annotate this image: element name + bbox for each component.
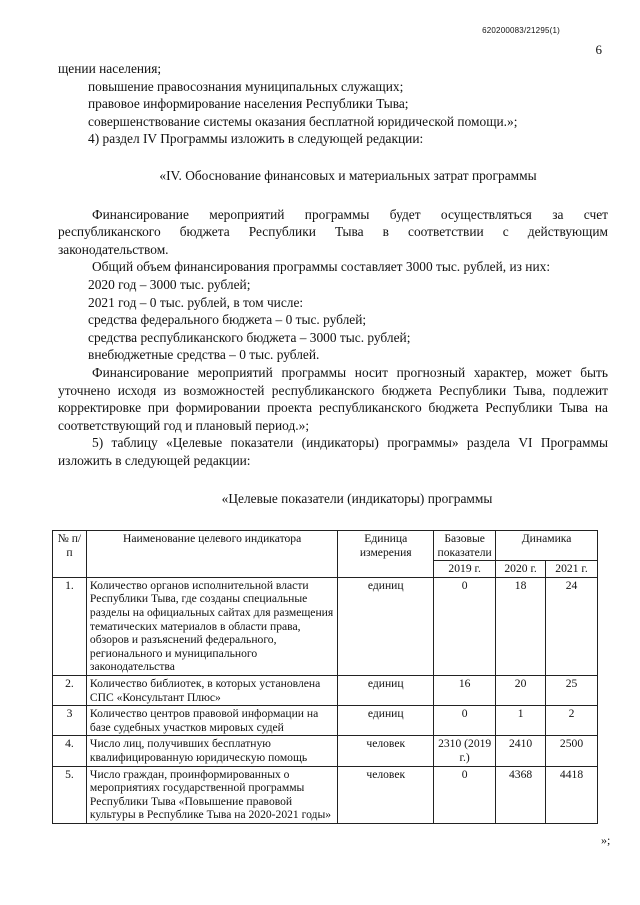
budget-line: 2020 год – 3000 тыс. рублей; (88, 276, 251, 292)
row-2020: 1 (496, 706, 546, 736)
table-row (53, 736, 598, 766)
header-name: Наименование целевого индикатора (86, 531, 337, 578)
header-year-2021: 2021 г. (546, 561, 598, 578)
budget-line: внебюджетные средства – 0 тыс. рублей. (88, 347, 320, 363)
header-year-2020: 2020 г. (496, 561, 546, 578)
row-num: 4. (53, 736, 87, 766)
row-num: 2. (53, 675, 87, 705)
row-2020: 2410 (496, 736, 546, 766)
budget-line: средства федерального бюджета – 0 тыс. рублей; (88, 312, 367, 328)
text-line: совершенствование системы оказания бесплатной юридической помощи.»; (88, 113, 518, 129)
total-paragraph: Общий объем финансирования программы составляет 3000 тыс. рублей, из них: (92, 259, 551, 275)
closing-quote-mark: »; (601, 833, 611, 847)
table-row (53, 766, 598, 823)
row-name: Количество центров правовой информации на базе судебных участков мировых судей (86, 706, 337, 736)
financing-paragraph: Финансирование мероприятий программы будет осуществляться за счет республиканского бюджета Республики Тыва в соответствии с действующим законодательством. (58, 206, 608, 257)
row-2021: 2500 (546, 736, 598, 766)
row-unit: человек (338, 736, 434, 766)
page-number: 6 (595, 42, 602, 57)
text-line: 4) раздел IV Программы изложить в следующей редакции: (88, 131, 424, 147)
row-2020: 4368 (496, 766, 546, 823)
budget-line: средства республиканского бюджета – 3000 тыс. рублей; (88, 329, 411, 345)
row-name: Количество органов исполнительной власти Республики Тыва, где созданы специальные разделы на официальных сайтах для размещения тематических материалов в области права, обзоров и разъяснений федерального, регионального и муниципального законодательства (86, 577, 337, 675)
header-dynamics: Динамика (496, 531, 598, 561)
text-line: щении населения; (58, 61, 162, 76)
row-base: 0 (434, 766, 496, 823)
row-2020: 20 (496, 675, 546, 705)
row-name: Количество библиотек, в которых установлена СПС «Консультант Плюс» (86, 675, 337, 705)
indicators-table (52, 530, 598, 824)
table-header-row (53, 531, 598, 561)
table-row (53, 706, 598, 736)
row-num: 3 (53, 706, 87, 736)
section-heading: «IV. Обоснование финансовых и материальных затрат программы (159, 167, 537, 183)
text-line: повышение правосознания муниципальных служащих; (88, 78, 404, 94)
row-unit: единиц (338, 706, 434, 736)
row-base: 0 (434, 706, 496, 736)
row-2021: 25 (546, 675, 598, 705)
item5-paragraph: 5) таблицу «Целевые показатели (индикаторы) программы» раздела VI Программы изложить в следующей редакции: (58, 435, 608, 468)
forecast-paragraph: Финансирование мероприятий программы носит прогнозный характер, может быть уточнено исходя из возможностей республиканского бюджета Республики Тыва, подлежит корректировке при формировании проекта республиканского бюджета Республики Тыва на соответствующий год и плановый период.»; (58, 364, 608, 433)
row-unit: человек (338, 766, 434, 823)
budget-line: 2021 год – 0 тыс. рублей, в том числе: (88, 294, 304, 310)
row-2021: 2 (546, 706, 598, 736)
header-num: № п/п (53, 531, 87, 578)
header-base-year: 2019 г. (434, 561, 496, 578)
row-2021: 4418 (546, 766, 598, 823)
row-unit: единиц (338, 675, 434, 705)
document-id: 620200083/21295(1) (482, 26, 560, 35)
row-name: Число граждан, проинформированных о мероприятиях государственной программы Республики Тыва «Повышение правовой культуры в Республике Тыва на 2020-2021 годы» (86, 766, 337, 823)
row-num: 1. (53, 577, 87, 675)
document-body (58, 60, 608, 523)
table-title: «Целевые показатели (индикаторы) программы (221, 491, 493, 507)
row-name: Число лиц, получивших бесплатную квалифицированную юридическую помощь (86, 736, 337, 766)
text-line: правовое информирование населения Республики Тыва; (88, 96, 409, 112)
row-unit: единиц (338, 577, 434, 675)
row-num: 5. (53, 766, 87, 823)
row-2020: 18 (496, 577, 546, 675)
row-base: 0 (434, 577, 496, 675)
header-base: Базовые показатели (434, 531, 496, 561)
table-row (53, 675, 598, 705)
row-2021: 24 (546, 577, 598, 675)
row-base: 2310 (2019 г.) (434, 736, 496, 766)
row-base: 16 (434, 675, 496, 705)
header-unit: Единица измерения (338, 531, 434, 578)
table-row (53, 577, 598, 675)
